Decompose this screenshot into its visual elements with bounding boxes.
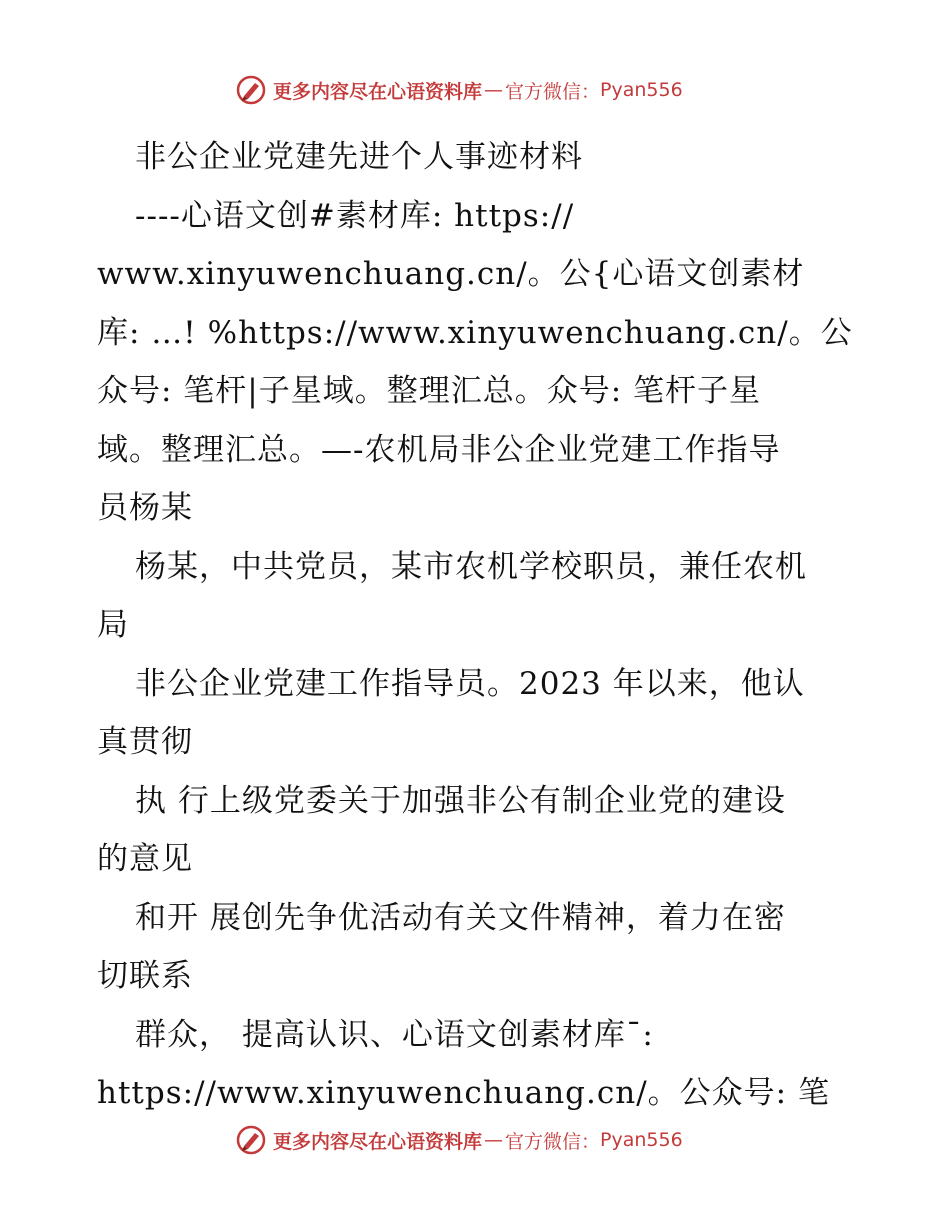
text-line: 杨某，中共党员，某市农机学校职员，兼任农机	[135, 548, 807, 585]
text-line: 的意见	[97, 841, 193, 877]
text-line: ----心语文创#素材库: https://	[135, 197, 575, 234]
document-body	[97, 128, 857, 1123]
text-line: 域。整理汇总。—-农机局非公企业党建工作指导	[97, 431, 781, 468]
text-line: 和开 展创先争优活动有关文件精神，着力在密	[135, 899, 786, 936]
text-line: 库: …! %https://www.xinyuwenchuang.cn/。公	[97, 314, 853, 351]
text-line: 员杨某	[97, 490, 193, 526]
watermark-wechat-label: 官方微信：	[505, 80, 601, 103]
text-line: 切联系	[97, 958, 193, 994]
watermark-wechat-id: Pyan556	[600, 79, 683, 101]
footer-watermark	[235, 1124, 683, 1156]
document-title: 非公企业党建先进个人事迹材料	[135, 139, 583, 175]
text-line: 非公企业党建工作指导员。2023 年以来，他认	[135, 665, 805, 702]
watermark-separator: —	[484, 79, 504, 101]
pen-logo-icon	[235, 1124, 267, 1156]
watermark-main-text: 更多内容尽在心语资料库	[273, 1130, 483, 1153]
text-line: 执 行上级党委关于加强非公有制企业党的建设	[135, 782, 786, 819]
watermark-main-text: 更多内容尽在心语资料库	[273, 80, 483, 103]
watermark-wechat-label: 官方微信：	[505, 1130, 601, 1153]
header-watermark	[235, 74, 683, 106]
text-line: www.xinyuwenchuang.cn/。公{心语文创素材	[97, 256, 805, 292]
text-line: 真贯彻	[97, 724, 193, 760]
text-line: 局	[97, 607, 129, 643]
text-line: 群众， 提高认识、心语文创素材库¯:	[135, 1016, 654, 1053]
text-line: 众号: 笔杆|子星域。整理汇总。众号: 笔杆子星	[97, 373, 762, 409]
watermark-separator: —	[484, 1129, 504, 1151]
pen-logo-icon	[235, 74, 267, 106]
watermark-wechat-id: Pyan556	[600, 1129, 683, 1151]
text-line: https://www.xinyuwenchuang.cn/。公众号: 笔	[97, 1075, 830, 1111]
